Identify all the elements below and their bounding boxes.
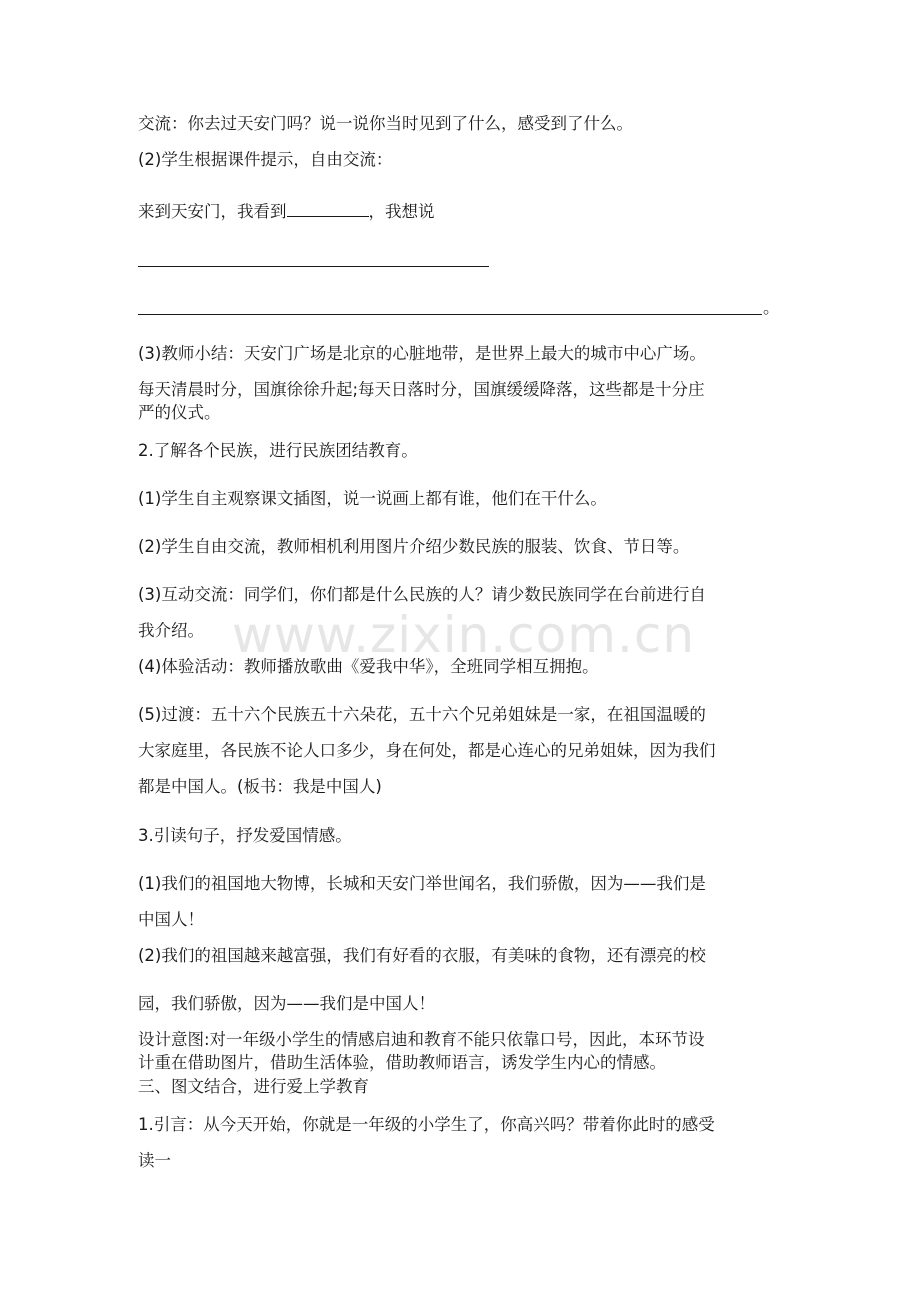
section-heading: 三、图文结合，进行爱上学教育 bbox=[138, 1077, 369, 1096]
text-line: (1)我们的祖国地大物博，长城和天安门举世闻名，我们骄傲，因为——我们是 bbox=[138, 874, 706, 893]
section-heading: 3.引读句子，抒发爱国情感。 bbox=[138, 826, 352, 845]
watermark: www.zixin.com.cn bbox=[232, 606, 696, 664]
text-line: 交流：你去过天安门吗？说一说你当时见到了什么，感受到了什么。 bbox=[138, 114, 633, 133]
text-line: (2)学生根据课件提示，自由交流： bbox=[138, 150, 393, 169]
design-intent: 设计意图:对一年级小学生的情感启迪和教育不能只依靠口号，因此，本环节设 bbox=[138, 1030, 705, 1049]
text-line: (2)学生自由交流，教师相机利用图片介绍少数民族的服装、饮食、节日等。 bbox=[138, 537, 690, 556]
text-line: (3)互动交流：同学们，你们都是什么民族的人？请少数民族同学在台前进行自 bbox=[138, 585, 706, 604]
text-line: 我介绍。 bbox=[138, 621, 204, 640]
text-line: (3)教师小结：天安门广场是北京的心脏地带，是世界上最大的城市中心广场。 bbox=[138, 344, 706, 363]
fill-in-middle: ，我想说 bbox=[368, 202, 435, 221]
text-line: (5)过渡：五十六个民族五十六朵花，五十六个兄弟姐妹是一家，在祖国温暖的 bbox=[138, 705, 706, 724]
answer-blank-line[interactable] bbox=[138, 266, 489, 267]
answer-blank-line[interactable] bbox=[138, 314, 762, 315]
text-line: (4)体验活动：教师播放歌曲《爱我中华》，全班同学相互拥抱。 bbox=[138, 657, 599, 676]
fill-in-blank[interactable] bbox=[287, 200, 369, 217]
text-line: 园，我们骄傲，因为——我们是中国人！ bbox=[138, 994, 435, 1013]
text-line: (1)学生自主观察课文插图，说一说画上都有谁，他们在干什么。 bbox=[138, 489, 607, 508]
text-line: 读一 bbox=[138, 1151, 171, 1170]
text-line: 大家庭里，各民族不论人口多少，身在何处，都是心连心的兄弟姐妹，因为我们 bbox=[138, 741, 716, 760]
fill-in-prefix: 来到天安门，我看到 bbox=[138, 202, 287, 221]
text-line: 都是中国人。(板书：我是中国人) bbox=[138, 777, 382, 796]
design-intent: 计重在借助图片，借助生活体验，借助教师语言，诱发学生内心的情感。 bbox=[138, 1053, 666, 1072]
end-period: 。 bbox=[763, 298, 780, 317]
text-line: 每天清晨时分，国旗徐徐升起;每天日落时分，国旗缓缓降落，这些都是十分庄 bbox=[138, 380, 705, 399]
text-line: 中国人！ bbox=[138, 910, 204, 929]
fill-in-line bbox=[138, 200, 435, 222]
section-heading: 2.了解各个民族，进行民族团结教育。 bbox=[138, 441, 418, 460]
text-line: (2)我们的祖国越来越富强，我们有好看的衣服，有美味的食物，还有漂亮的校 bbox=[138, 946, 706, 965]
text-line: 严的仪式。 bbox=[138, 403, 221, 422]
text-line: 1.引言：从今天开始，你就是一年级的小学生了，你高兴吗？带着你此时的感受 bbox=[138, 1115, 715, 1134]
